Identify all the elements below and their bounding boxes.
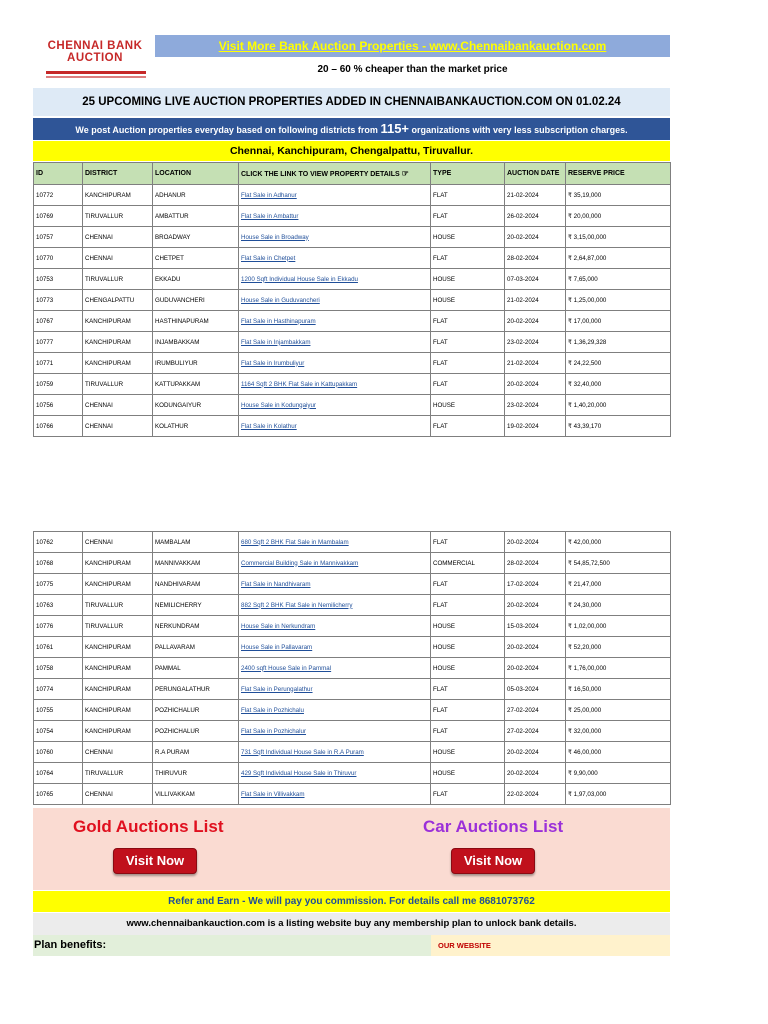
- cell-id: 10753: [34, 269, 83, 290]
- cell-type: HOUSE: [431, 290, 505, 311]
- cell-type: HOUSE: [431, 658, 505, 679]
- cell-district: TIRUVALLUR: [83, 269, 153, 290]
- cell-type: COMMERCIAL: [431, 553, 505, 574]
- table-row: [34, 290, 671, 311]
- cell-date: 20-02-2024: [505, 311, 566, 332]
- cell-price: ₹ 21,47,000: [566, 574, 671, 595]
- table-row: [34, 532, 671, 553]
- cell-price: ₹ 1,36,29,328: [566, 332, 671, 353]
- cell-date: 26-02-2024: [505, 206, 566, 227]
- car-visit-now-button[interactable]: Visit Now: [451, 848, 535, 874]
- cell-link: [239, 721, 431, 742]
- cell-date: 20-02-2024: [505, 532, 566, 553]
- cell-link: [239, 784, 431, 805]
- cell-price: ₹ 1,40,20,000: [566, 395, 671, 416]
- cell-date: 20-02-2024: [505, 374, 566, 395]
- listing-info-banner: www.chennaibankauction.com is a listing website buy any membership plan to unlock bank details.: [33, 913, 670, 935]
- cell-type: FLAT: [431, 416, 505, 437]
- cell-link: [239, 637, 431, 658]
- cell-location: POZHICHALUR: [153, 721, 239, 742]
- table-row: [34, 595, 671, 616]
- cell-price: ₹ 42,00,000: [566, 532, 671, 553]
- cell-link: [239, 332, 431, 353]
- table-row: [34, 269, 671, 290]
- cell-location: MAMBALAM: [153, 532, 239, 553]
- cell-location: ADHANUR: [153, 185, 239, 206]
- cell-id: 10773: [34, 290, 83, 311]
- property-details-link[interactable]: 1164 Sqft 2 BHK Flat Sale in Kattupakkam: [241, 380, 358, 388]
- cell-date: 23-02-2024: [505, 332, 566, 353]
- table-row: [34, 185, 671, 206]
- cell-type: FLAT: [431, 700, 505, 721]
- cell-location: BROADWAY: [153, 227, 239, 248]
- property-details-link[interactable]: Flat Sale in Perungalathur: [241, 685, 313, 693]
- cell-district: CHENNAI: [83, 416, 153, 437]
- cell-link: [239, 416, 431, 437]
- table-header-row: [34, 163, 671, 185]
- table-row: [34, 248, 671, 269]
- cell-district: TIRUVALLUR: [83, 374, 153, 395]
- cell-type: FLAT: [431, 374, 505, 395]
- cell-price: ₹ 7,65,000: [566, 269, 671, 290]
- refer-earn-banner: Refer and Earn - We will pay you commission. For details call me 8681073762: [33, 891, 670, 912]
- cell-price: ₹ 16,50,000: [566, 679, 671, 700]
- cell-id: 10776: [34, 616, 83, 637]
- gold-auctions-title: Gold Auctions List: [73, 817, 224, 836]
- table-row: [34, 700, 671, 721]
- cell-id: 10762: [34, 532, 83, 553]
- cell-id: 10772: [34, 185, 83, 206]
- cell-district: TIRUVALLUR: [83, 595, 153, 616]
- table-row: [34, 742, 671, 763]
- table-row: [34, 721, 671, 742]
- visit-banner: [155, 35, 670, 57]
- cell-link: [239, 353, 431, 374]
- cell-type: FLAT: [431, 353, 505, 374]
- cell-district: CHENNAI: [83, 742, 153, 763]
- cell-district: TIRUVALLUR: [83, 616, 153, 637]
- cell-date: 05-03-2024: [505, 679, 566, 700]
- cell-type: HOUSE: [431, 763, 505, 784]
- our-website-link[interactable]: OUR WEBSITE: [431, 935, 670, 956]
- cell-district: TIRUVALLUR: [83, 206, 153, 227]
- cell-type: FLAT: [431, 311, 505, 332]
- cell-district: KANCHIPURAM: [83, 553, 153, 574]
- table-row: [34, 227, 671, 248]
- cell-type: FLAT: [431, 185, 505, 206]
- table-row: [34, 374, 671, 395]
- cell-link: [239, 553, 431, 574]
- cell-location: POZHICHALUR: [153, 700, 239, 721]
- cell-date: 21-02-2024: [505, 353, 566, 374]
- cell-location: HASTHINAPURAM: [153, 311, 239, 332]
- cell-type: FLAT: [431, 721, 505, 742]
- car-auctions-title: Car Auctions List: [423, 817, 564, 836]
- cell-district: KANCHIPURAM: [83, 700, 153, 721]
- property-details-link[interactable]: 1200 Sqft Individual House Sale in Ekkadu: [241, 275, 358, 283]
- cell-link: [239, 185, 431, 206]
- table-row: [34, 574, 671, 595]
- cell-price: ₹ 1,02,00,000: [566, 616, 671, 637]
- property-details-link[interactable]: Flat Sale in Villivakkam: [241, 790, 305, 798]
- cell-link: [239, 700, 431, 721]
- cell-price: ₹ 17,00,000: [566, 311, 671, 332]
- cell-link: [239, 658, 431, 679]
- cell-link: [239, 395, 431, 416]
- column-header-link: [239, 163, 431, 185]
- property-details-link[interactable]: Flat Sale in Irumbuliyur: [241, 359, 305, 367]
- cell-id: 10777: [34, 332, 83, 353]
- table-row: [34, 332, 671, 353]
- cell-location: VILLIVAKKAM: [153, 784, 239, 805]
- cell-type: FLAT: [431, 532, 505, 553]
- cell-id: 10770: [34, 248, 83, 269]
- cell-district: CHENNAI: [83, 227, 153, 248]
- cell-price: ₹ 52,20,000: [566, 637, 671, 658]
- post-info-prefix: We post Auction properties everyday based on following districts from: [75, 125, 378, 135]
- cell-location: PALLAVARAM: [153, 637, 239, 658]
- column-header-location: LOCATION: [153, 163, 239, 185]
- table-row: [34, 784, 671, 805]
- cell-price: ₹ 20,00,000: [566, 206, 671, 227]
- cell-type: HOUSE: [431, 742, 505, 763]
- cell-location: THIRUVUR: [153, 763, 239, 784]
- property-details-link[interactable]: Flat Sale in Nandhivaram: [241, 580, 311, 588]
- tagline: 20 – 60 % cheaper than the market price: [317, 64, 508, 75]
- promo-panel: [33, 808, 670, 890]
- cell-id: 10759: [34, 374, 83, 395]
- cell-district: CHENGALPATTU: [83, 290, 153, 311]
- table-row: [34, 353, 671, 374]
- cell-type: FLAT: [431, 248, 505, 269]
- cell-link: [239, 290, 431, 311]
- cell-id: 10774: [34, 679, 83, 700]
- cell-id: 10765: [34, 784, 83, 805]
- cell-location: CHETPET: [153, 248, 239, 269]
- cell-id: 10769: [34, 206, 83, 227]
- property-details-link[interactable]: Flat Sale in Chetpet: [241, 254, 296, 262]
- cell-date: 23-02-2024: [505, 395, 566, 416]
- cell-district: CHENNAI: [83, 532, 153, 553]
- cell-location: EKKADU: [153, 269, 239, 290]
- cell-district: KANCHIPURAM: [83, 185, 153, 206]
- post-info-suffix: organizations with very less subscription charges.: [411, 125, 628, 135]
- cell-district: KANCHIPURAM: [83, 311, 153, 332]
- cell-id: 10756: [34, 395, 83, 416]
- cell-link: [239, 269, 431, 290]
- property-details-link[interactable]: House Sale in Nerkundram: [241, 622, 316, 630]
- logo-line2: AUCTION: [67, 52, 123, 64]
- cell-type: FLAT: [431, 206, 505, 227]
- cell-link: [239, 742, 431, 763]
- cell-district: KANCHIPURAM: [83, 353, 153, 374]
- cell-link: [239, 227, 431, 248]
- property-details-link[interactable]: House Sale in Guduvancheri: [241, 296, 320, 304]
- table-row: [34, 637, 671, 658]
- cell-id: 10758: [34, 658, 83, 679]
- cell-location: MANNIVAKKAM: [153, 553, 239, 574]
- cell-price: ₹ 35,19,000: [566, 185, 671, 206]
- cell-price: ₹ 9,90,000: [566, 763, 671, 784]
- cell-link: [239, 374, 431, 395]
- cell-date: 19-02-2024: [505, 416, 566, 437]
- cell-price: ₹ 1,25,00,000: [566, 290, 671, 311]
- cell-link: [239, 679, 431, 700]
- auction-table-2: [33, 531, 671, 805]
- cell-date: 07-03-2024: [505, 269, 566, 290]
- cell-price: ₹ 2,64,87,000: [566, 248, 671, 269]
- cell-location: IRUMBULIYUR: [153, 353, 239, 374]
- logo-underline: [46, 71, 146, 74]
- property-details-link[interactable]: Flat Sale in Pozhichalur: [241, 727, 307, 735]
- cell-date: 17-02-2024: [505, 574, 566, 595]
- visit-more-link[interactable]: Visit More Bank Auction Properties - www.Chennaibankauction.com: [218, 39, 607, 53]
- property-details-link[interactable]: 429 Sqft Individual House Sale in Thiruvur: [241, 769, 357, 777]
- cell-id: 10755: [34, 700, 83, 721]
- cell-price: ₹ 24,30,000: [566, 595, 671, 616]
- cell-date: 20-02-2024: [505, 742, 566, 763]
- cell-location: KATTUPAKKAM: [153, 374, 239, 395]
- cell-price: ₹ 54,85,72,500: [566, 553, 671, 574]
- organization-count: 115+: [380, 121, 410, 136]
- cell-date: 21-02-2024: [505, 185, 566, 206]
- cell-district: CHENNAI: [83, 784, 153, 805]
- cell-price: ₹ 32,40,000: [566, 374, 671, 395]
- table-row: [34, 763, 671, 784]
- table-row: [34, 658, 671, 679]
- cell-date: 20-02-2024: [505, 227, 566, 248]
- cell-location: KODUNGAIYUR: [153, 395, 239, 416]
- cell-date: 20-02-2024: [505, 658, 566, 679]
- cell-price: ₹ 25,00,000: [566, 700, 671, 721]
- cell-link: [239, 763, 431, 784]
- table-row: [34, 553, 671, 574]
- column-header-link-label: CLICK THE LINK TO VIEW PROPERTY DETAILS: [241, 171, 400, 178]
- cell-district: KANCHIPURAM: [83, 679, 153, 700]
- cell-date: 28-02-2024: [505, 248, 566, 269]
- cell-id: 10766: [34, 416, 83, 437]
- cell-date: 27-02-2024: [505, 700, 566, 721]
- districts-banner: Chennai, Kanchipuram, Chengalpattu, Tiruvallur.: [33, 141, 670, 161]
- cell-price: ₹ 3,15,00,000: [566, 227, 671, 248]
- logo: [40, 40, 150, 80]
- property-details-link[interactable]: Flat Sale in Kolathur: [241, 422, 297, 430]
- table-row: [34, 679, 671, 700]
- cell-district: KANCHIPURAM: [83, 658, 153, 679]
- cell-district: KANCHIPURAM: [83, 721, 153, 742]
- property-details-link[interactable]: House Sale in Broadway: [241, 233, 309, 241]
- property-details-link[interactable]: Commercial Building Sale in Mannivakkam: [241, 559, 359, 567]
- cell-location: NEMILICHERRY: [153, 595, 239, 616]
- property-details-link[interactable]: Flat Sale in Adhanur: [241, 191, 297, 199]
- cell-date: 28-02-2024: [505, 553, 566, 574]
- column-header-id: ID: [34, 163, 83, 185]
- property-details-link[interactable]: Flat Sale in Pozhichalu: [241, 706, 304, 714]
- column-header-price: RESERVE PRICE: [566, 163, 671, 185]
- cell-date: 27-02-2024: [505, 721, 566, 742]
- cell-date: 21-02-2024: [505, 290, 566, 311]
- cell-id: 10757: [34, 227, 83, 248]
- gold-visit-now-button[interactable]: Visit Now: [113, 848, 197, 874]
- cell-id: 10763: [34, 595, 83, 616]
- hand-pointer-icon: ☞: [401, 169, 409, 178]
- cell-district: CHENNAI: [83, 248, 153, 269]
- property-details-link[interactable]: 680 Sqft 2 BHK Flat Sale in Mambalam: [241, 538, 349, 546]
- cell-date: 15-03-2024: [505, 616, 566, 637]
- cell-id: 10760: [34, 742, 83, 763]
- table-row: [34, 311, 671, 332]
- cell-id: 10767: [34, 311, 83, 332]
- cell-price: ₹ 43,39,170: [566, 416, 671, 437]
- table-row: [34, 395, 671, 416]
- property-details-link[interactable]: Flat Sale in Hasthinapuram: [241, 317, 316, 325]
- plan-benefits-label: Plan benefits:: [33, 935, 432, 956]
- cell-link: [239, 248, 431, 269]
- cell-location: R.A PURAM: [153, 742, 239, 763]
- cell-location: NANDHIVARAM: [153, 574, 239, 595]
- cell-id: 10761: [34, 637, 83, 658]
- cell-id: 10771: [34, 353, 83, 374]
- cell-type: FLAT: [431, 574, 505, 595]
- property-details-link[interactable]: 731 Sqft Individual House Sale in R.A Puram: [241, 748, 364, 756]
- cell-date: 20-02-2024: [505, 595, 566, 616]
- cell-location: PAMMAL: [153, 658, 239, 679]
- cell-price: ₹ 1,97,03,000: [566, 784, 671, 805]
- cell-link: [239, 206, 431, 227]
- cell-type: HOUSE: [431, 616, 505, 637]
- logo-underline-secondary: [46, 76, 146, 78]
- cell-price: ₹ 24,22,500: [566, 353, 671, 374]
- property-details-link[interactable]: 2400 sqft House Sale in Pammal: [241, 664, 332, 672]
- auction-table-1: [33, 162, 671, 437]
- cell-type: FLAT: [431, 784, 505, 805]
- property-details-link[interactable]: Flat Sale in Ambattur: [241, 212, 299, 220]
- table-row: [34, 416, 671, 437]
- cell-location: INJAMBAKKAM: [153, 332, 239, 353]
- cell-price: ₹ 32,00,000: [566, 721, 671, 742]
- cell-id: 10768: [34, 553, 83, 574]
- cell-date: 20-02-2024: [505, 637, 566, 658]
- property-details-link[interactable]: Flat Sale in Injambakkam: [241, 338, 311, 346]
- cell-location: AMBATTUR: [153, 206, 239, 227]
- cell-type: HOUSE: [431, 637, 505, 658]
- page-headline: 25 UPCOMING LIVE AUCTION PROPERTIES ADDED IN CHENNAIBANKAUCTION.COM ON 01.02.24: [33, 88, 670, 116]
- cell-id: 10775: [34, 574, 83, 595]
- logo-line1: CHENNAI BANK: [47, 40, 143, 52]
- property-details-link[interactable]: 882 Sqft 2 BHK Flat Sale in Nemilicherry: [241, 601, 353, 609]
- cell-district: TIRUVALLUR: [83, 763, 153, 784]
- cell-district: KANCHIPURAM: [83, 574, 153, 595]
- cell-type: HOUSE: [431, 395, 505, 416]
- cell-location: KOLATHUR: [153, 416, 239, 437]
- cell-location: PERUNGALATHUR: [153, 679, 239, 700]
- cell-price: ₹ 46,00,000: [566, 742, 671, 763]
- table-row: [34, 206, 671, 227]
- cell-type: HOUSE: [431, 269, 505, 290]
- column-header-district: DISTRICT: [83, 163, 153, 185]
- cell-id: 10754: [34, 721, 83, 742]
- cell-type: HOUSE: [431, 227, 505, 248]
- cell-price: ₹ 1,76,00,000: [566, 658, 671, 679]
- cell-location: GUDUVANCHERI: [153, 290, 239, 311]
- cell-type: FLAT: [431, 332, 505, 353]
- property-details-link[interactable]: House Sale in Kodungaiyur: [241, 401, 316, 409]
- cell-date: 22-02-2024: [505, 784, 566, 805]
- cell-location: NERKUNDRAM: [153, 616, 239, 637]
- cell-id: 10764: [34, 763, 83, 784]
- cell-district: KANCHIPURAM: [83, 637, 153, 658]
- cell-link: [239, 311, 431, 332]
- column-header-type: TYPE: [431, 163, 505, 185]
- column-header-date: AUCTION DATE: [505, 163, 566, 185]
- cell-link: [239, 595, 431, 616]
- cell-district: KANCHIPURAM: [83, 332, 153, 353]
- cell-type: FLAT: [431, 595, 505, 616]
- property-details-link[interactable]: House Sale in Pallavaram: [241, 643, 313, 651]
- cell-link: [239, 616, 431, 637]
- cell-link: [239, 574, 431, 595]
- cell-district: CHENNAI: [83, 395, 153, 416]
- table-row: [34, 616, 671, 637]
- cell-link: [239, 532, 431, 553]
- cell-type: FLAT: [431, 679, 505, 700]
- cell-date: 20-02-2024: [505, 763, 566, 784]
- post-info-banner: [33, 118, 670, 140]
